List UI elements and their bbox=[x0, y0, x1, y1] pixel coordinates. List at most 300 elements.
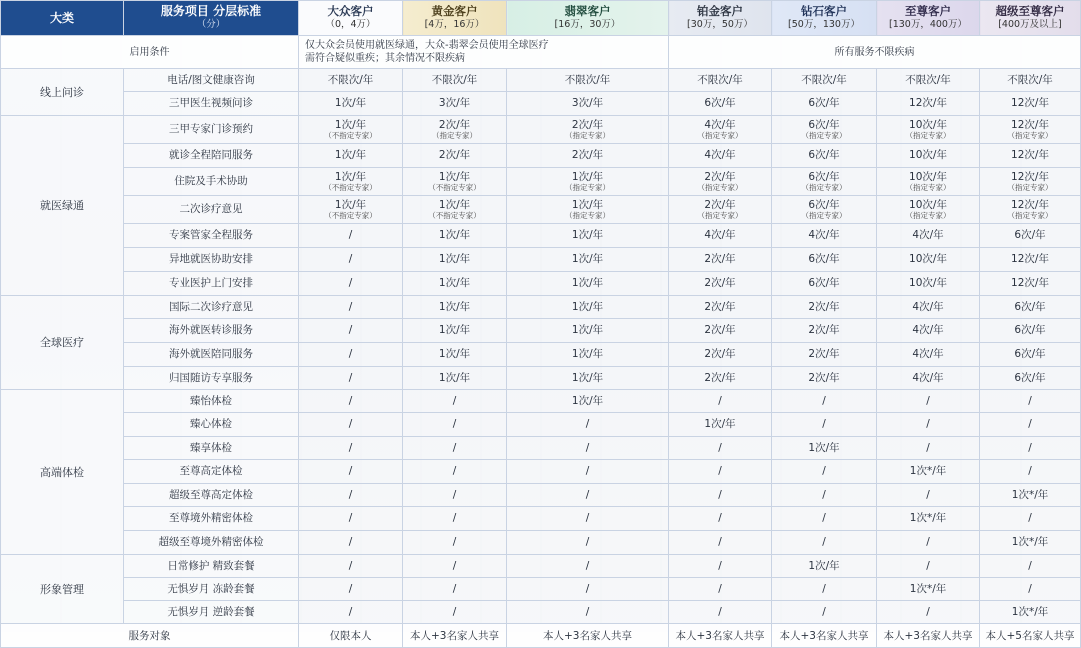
quota-value: 1次/年 bbox=[704, 418, 736, 430]
quota-value: 1次/年 bbox=[571, 253, 604, 265]
quota-cell bbox=[772, 144, 877, 168]
quota-value: 1次*/年 bbox=[1011, 488, 1049, 501]
service-name-cell: 至尊境外精密体检 bbox=[124, 507, 299, 531]
quota-value: 1次/年 bbox=[438, 229, 471, 241]
quota-value: / bbox=[822, 488, 826, 501]
quota-value: / bbox=[718, 465, 722, 477]
quota-value: 1次/年 bbox=[334, 170, 367, 183]
quota-value: 12次/年 bbox=[1011, 277, 1049, 289]
service-name-cell: 臻心体检 bbox=[124, 413, 299, 437]
service-name-cell: 住院及手术协助 bbox=[124, 168, 299, 196]
quota-cell bbox=[877, 601, 980, 624]
service-name-cell: 专业医护上门安排 bbox=[124, 272, 299, 296]
quota-cell bbox=[980, 168, 1081, 196]
quota-value: 12次/年 bbox=[1011, 149, 1049, 161]
quota-value: 1次*/年 bbox=[1011, 536, 1049, 548]
table-row bbox=[1, 507, 1081, 531]
quota-cell bbox=[507, 319, 669, 343]
quota-note: （指定专家） bbox=[565, 182, 610, 192]
quota-value: 1次/年 bbox=[438, 324, 471, 336]
quota-cell bbox=[772, 248, 877, 272]
quota-value: 2次/年 bbox=[704, 348, 736, 360]
table-row bbox=[1, 367, 1081, 390]
quota-cell bbox=[403, 413, 507, 437]
quota-value: 4次/年 bbox=[704, 118, 736, 131]
quota-cell bbox=[669, 413, 772, 437]
quota-cell bbox=[403, 555, 507, 578]
quota-cell bbox=[877, 343, 980, 367]
quota-cell bbox=[980, 343, 1081, 367]
quota-cell bbox=[507, 92, 669, 116]
quota-cell bbox=[403, 437, 507, 460]
quota-value: / bbox=[926, 488, 930, 501]
quota-cell bbox=[299, 248, 403, 272]
quota-cell bbox=[772, 92, 877, 116]
quota-cell bbox=[772, 224, 877, 248]
quota-cell bbox=[877, 484, 980, 507]
quota-value: / bbox=[822, 512, 826, 524]
quota-cell bbox=[507, 296, 669, 319]
category-cell: 就医绿通 bbox=[1, 116, 124, 296]
table-row bbox=[1, 555, 1081, 578]
quota-value: / bbox=[452, 465, 457, 477]
table-row bbox=[1, 390, 1081, 413]
quota-note: （指定专家） bbox=[1007, 210, 1053, 220]
quota-cell bbox=[980, 92, 1081, 116]
quota-value: 6次/年 bbox=[1014, 371, 1046, 384]
quota-value: 不限次/年 bbox=[327, 73, 374, 86]
quota-cell bbox=[980, 116, 1081, 144]
quota-cell bbox=[299, 507, 403, 531]
quota-note: （不指定专家） bbox=[428, 182, 481, 192]
quota-value: / bbox=[348, 277, 353, 289]
quota-value: 1次/年 bbox=[808, 559, 840, 572]
quota-cell bbox=[877, 367, 980, 390]
quota-value: / bbox=[348, 559, 353, 572]
quota-value: 1次/年 bbox=[438, 277, 471, 289]
quota-cell bbox=[507, 413, 669, 437]
quota-value: 4次/年 bbox=[912, 229, 944, 241]
quota-cell bbox=[877, 390, 980, 413]
quota-cell bbox=[669, 343, 772, 367]
quota-cell bbox=[980, 248, 1081, 272]
quota-value: 2次/年 bbox=[704, 198, 736, 211]
tier-header-platinum: 铂金客户 [30万，50万） bbox=[669, 1, 772, 36]
quota-cell bbox=[877, 248, 980, 272]
quota-cell bbox=[877, 555, 980, 578]
quota-value: / bbox=[718, 441, 722, 454]
quota-cell bbox=[669, 296, 772, 319]
tier-header-supreme: 至尊客户 [130万，400万） bbox=[877, 1, 980, 36]
quota-cell bbox=[877, 144, 980, 168]
quota-value: 4次/年 bbox=[808, 229, 840, 241]
quota-cell bbox=[669, 531, 772, 555]
quota-value: / bbox=[718, 536, 722, 548]
table-row bbox=[1, 69, 1081, 92]
service-target-row bbox=[1, 624, 1081, 648]
quota-value: 4次/年 bbox=[704, 149, 736, 161]
quota-value: 1次/年 bbox=[438, 348, 471, 360]
quota-cell bbox=[877, 296, 980, 319]
quota-value: 2次/年 bbox=[571, 118, 604, 131]
quota-cell bbox=[669, 578, 772, 601]
quota-cell bbox=[507, 116, 669, 144]
quota-value: 1次/年 bbox=[571, 229, 604, 241]
quota-value: 1次/年 bbox=[571, 348, 604, 360]
quota-value: / bbox=[1028, 512, 1032, 524]
quota-cell bbox=[980, 224, 1081, 248]
quota-value: 10次/年 bbox=[909, 253, 947, 265]
quota-cell bbox=[669, 196, 772, 224]
service-name-cell: 臻怡体检 bbox=[124, 390, 299, 413]
quota-cell bbox=[299, 168, 403, 196]
quota-value: 1次/年 bbox=[571, 300, 604, 313]
quota-cell bbox=[507, 69, 669, 92]
quota-note: （不指定专家） bbox=[428, 210, 481, 220]
quota-value: / bbox=[822, 465, 826, 477]
quota-cell bbox=[669, 168, 772, 196]
quota-value: / bbox=[926, 559, 930, 572]
service-target-cell: 仅限本人 bbox=[299, 624, 403, 648]
table-row bbox=[1, 224, 1081, 248]
quota-cell bbox=[669, 507, 772, 531]
quota-cell bbox=[403, 460, 507, 484]
quota-value: 6次/年 bbox=[808, 149, 840, 161]
table-row bbox=[1, 196, 1081, 224]
quota-value: 6次/年 bbox=[808, 118, 840, 131]
quota-cell bbox=[299, 343, 403, 367]
quota-value: 1次/年 bbox=[808, 441, 840, 454]
quota-cell bbox=[403, 484, 507, 507]
quota-cell bbox=[772, 413, 877, 437]
quota-value: 6次/年 bbox=[808, 170, 840, 183]
quota-cell bbox=[403, 196, 507, 224]
quota-cell bbox=[772, 319, 877, 343]
category-cell: 全球医疗 bbox=[1, 296, 124, 390]
quota-cell bbox=[980, 413, 1081, 437]
quota-note: （指定专家） bbox=[801, 210, 847, 220]
quota-cell bbox=[299, 319, 403, 343]
service-target-cell: 本人+3名家人共享 bbox=[669, 624, 772, 648]
service-target-cell: 本人+3名家人共享 bbox=[772, 624, 877, 648]
tier-header-diamond: 钻石客户 [50万，130万） bbox=[772, 1, 877, 36]
quota-cell bbox=[980, 367, 1081, 390]
quota-cell bbox=[403, 296, 507, 319]
quota-note: （指定专家） bbox=[801, 182, 847, 192]
quota-cell bbox=[507, 367, 669, 390]
quota-note: （指定专家） bbox=[1007, 130, 1053, 140]
service-name-cell: 无惧岁月 逆龄套餐 bbox=[124, 601, 299, 624]
quota-cell bbox=[299, 578, 403, 601]
quota-value: / bbox=[926, 441, 930, 454]
quota-cell bbox=[403, 367, 507, 390]
quota-value: / bbox=[348, 488, 353, 501]
quota-value: / bbox=[1028, 465, 1032, 477]
quota-value: / bbox=[452, 536, 457, 548]
quota-note: （指定专家） bbox=[565, 130, 610, 140]
quota-note: （指定专家） bbox=[801, 130, 847, 140]
quota-value: 1次*/年 bbox=[909, 512, 947, 524]
quota-note: （不指定专家） bbox=[324, 130, 377, 140]
quota-value: 10次/年 bbox=[909, 118, 947, 131]
quota-cell bbox=[403, 319, 507, 343]
quota-value: / bbox=[926, 605, 930, 618]
quota-value: 1次/年 bbox=[334, 97, 367, 109]
quota-cell bbox=[403, 248, 507, 272]
quota-value: 6次/年 bbox=[808, 198, 840, 211]
table-row bbox=[1, 460, 1081, 484]
quota-cell bbox=[772, 460, 877, 484]
quota-value: / bbox=[585, 536, 590, 548]
header-service: 服务项目 分层标准 （分） bbox=[124, 1, 299, 36]
quota-cell bbox=[669, 460, 772, 484]
tier-header-jade: 翡翠客户 [16万，30万） bbox=[507, 1, 669, 36]
quota-value: / bbox=[348, 371, 353, 384]
quota-value: / bbox=[1028, 394, 1032, 407]
quota-value: 1次/年 bbox=[571, 324, 604, 336]
quota-value: / bbox=[348, 229, 353, 241]
quota-value: / bbox=[452, 488, 457, 501]
quota-value: 不限次/年 bbox=[697, 73, 743, 86]
service-target-cell: 本人+5名家人共享 bbox=[980, 624, 1081, 648]
quota-note: （指定专家） bbox=[905, 210, 951, 220]
quota-cell bbox=[299, 437, 403, 460]
quota-cell bbox=[403, 92, 507, 116]
service-name-cell: 专案管家全程服务 bbox=[124, 224, 299, 248]
quota-value: / bbox=[718, 512, 722, 524]
quota-cell bbox=[299, 367, 403, 390]
quota-value: 4次/年 bbox=[912, 324, 944, 336]
quota-value: 1次/年 bbox=[438, 371, 471, 384]
quota-value: / bbox=[822, 418, 826, 430]
quota-value: / bbox=[585, 512, 590, 524]
category-cell: 高端体检 bbox=[1, 390, 124, 555]
quota-cell bbox=[299, 460, 403, 484]
quota-value: 2次/年 bbox=[704, 324, 736, 336]
quota-value: / bbox=[585, 559, 590, 572]
tier-header-gold: 黄金客户 [4万，16万） bbox=[403, 1, 507, 36]
quota-value: 4次/年 bbox=[912, 371, 944, 384]
quota-value: 6次/年 bbox=[1014, 300, 1046, 313]
quota-value: / bbox=[585, 605, 590, 618]
quota-cell bbox=[980, 531, 1081, 555]
quota-value: 1次/年 bbox=[438, 253, 471, 265]
quota-value: / bbox=[452, 605, 457, 618]
quota-value: 2次/年 bbox=[808, 324, 840, 336]
quota-cell bbox=[772, 531, 877, 555]
quota-cell bbox=[507, 390, 669, 413]
quota-value: / bbox=[926, 536, 930, 548]
quota-cell bbox=[669, 224, 772, 248]
quota-cell bbox=[877, 437, 980, 460]
quota-value: / bbox=[348, 536, 353, 548]
quota-cell bbox=[772, 484, 877, 507]
quota-cell bbox=[507, 272, 669, 296]
quota-value: 6次/年 bbox=[808, 253, 840, 265]
quota-cell bbox=[772, 601, 877, 624]
quota-cell bbox=[877, 531, 980, 555]
quota-cell bbox=[877, 578, 980, 601]
quota-cell bbox=[299, 196, 403, 224]
quota-cell bbox=[299, 484, 403, 507]
table-row bbox=[1, 343, 1081, 367]
quota-cell bbox=[669, 319, 772, 343]
quota-value: / bbox=[585, 465, 590, 477]
service-name-cell: 归国随访专享服务 bbox=[124, 367, 299, 390]
quota-value: / bbox=[348, 512, 353, 524]
quota-cell bbox=[980, 460, 1081, 484]
quota-cell bbox=[877, 92, 980, 116]
quota-value: 6次/年 bbox=[1014, 348, 1046, 360]
quota-cell bbox=[980, 390, 1081, 413]
quota-value: 3次/年 bbox=[571, 97, 604, 109]
quota-cell bbox=[980, 144, 1081, 168]
conditions-left-text: 仅大众会员使用就医绿通，大众-翡翠会员使用全球医疗 需符合疑似重疾；其余情况不限疾病 bbox=[299, 36, 669, 69]
quota-value: / bbox=[718, 582, 722, 595]
service-name-cell: 就诊全程陪同服务 bbox=[124, 144, 299, 168]
quota-value: / bbox=[822, 605, 826, 618]
quota-cell bbox=[507, 144, 669, 168]
service-target-cell: 本人+3名家人共享 bbox=[403, 624, 507, 648]
quota-cell bbox=[877, 507, 980, 531]
quota-cell bbox=[772, 555, 877, 578]
service-name-cell: 超级至尊高定体检 bbox=[124, 484, 299, 507]
quota-cell bbox=[299, 601, 403, 624]
service-name-cell: 国际二次诊疗意见 bbox=[124, 296, 299, 319]
quota-cell bbox=[669, 484, 772, 507]
quota-value: 10次/年 bbox=[909, 149, 947, 161]
quota-value: 12次/年 bbox=[1011, 198, 1049, 211]
quota-value: 10次/年 bbox=[909, 277, 947, 289]
quota-value: / bbox=[926, 418, 930, 430]
quota-value: 1次/年 bbox=[438, 300, 471, 313]
quota-value: / bbox=[348, 394, 353, 407]
quota-cell bbox=[507, 507, 669, 531]
quota-value: 1次/年 bbox=[438, 198, 471, 211]
table-row bbox=[1, 92, 1081, 116]
service-name-cell: 日常修护 精致套餐 bbox=[124, 555, 299, 578]
quota-note: （指定专家） bbox=[1007, 182, 1053, 192]
quota-value: 12次/年 bbox=[1011, 170, 1049, 183]
quota-cell bbox=[877, 168, 980, 196]
quota-value: / bbox=[585, 418, 590, 430]
quota-value: / bbox=[822, 394, 826, 407]
quota-value: / bbox=[452, 418, 457, 430]
quota-cell bbox=[507, 248, 669, 272]
quota-cell bbox=[980, 272, 1081, 296]
quota-cell bbox=[877, 272, 980, 296]
quota-cell bbox=[669, 272, 772, 296]
quota-note: （不指定专家） bbox=[324, 210, 377, 220]
quota-cell bbox=[669, 601, 772, 624]
quota-cell bbox=[772, 390, 877, 413]
quota-cell bbox=[507, 343, 669, 367]
quota-value: 1次/年 bbox=[571, 198, 604, 211]
quota-value: 1次*/年 bbox=[909, 582, 947, 595]
quota-cell bbox=[772, 272, 877, 296]
quota-cell bbox=[772, 196, 877, 224]
quota-cell bbox=[403, 507, 507, 531]
table-row bbox=[1, 578, 1081, 601]
quota-cell bbox=[877, 319, 980, 343]
quota-note: （不指定专家） bbox=[324, 182, 377, 192]
quota-cell bbox=[980, 507, 1081, 531]
service-target-label: 服务对象 bbox=[1, 624, 299, 648]
quota-cell bbox=[772, 437, 877, 460]
quota-value: 不限次/年 bbox=[1007, 73, 1053, 86]
quota-value: 12次/年 bbox=[1011, 97, 1049, 109]
quota-note: （指定专家） bbox=[697, 210, 743, 220]
quota-note: （指定专家） bbox=[697, 182, 743, 192]
quota-cell bbox=[772, 296, 877, 319]
quota-value: 10次/年 bbox=[909, 198, 947, 211]
quota-cell bbox=[403, 144, 507, 168]
quota-value: / bbox=[1028, 418, 1032, 430]
table-row bbox=[1, 319, 1081, 343]
quota-cell bbox=[877, 116, 980, 144]
quota-cell bbox=[980, 296, 1081, 319]
quota-cell bbox=[403, 343, 507, 367]
quota-cell bbox=[507, 460, 669, 484]
table-row bbox=[1, 296, 1081, 319]
quota-value: / bbox=[452, 582, 457, 595]
quota-cell bbox=[299, 413, 403, 437]
quota-value: / bbox=[452, 512, 457, 524]
quota-value: / bbox=[822, 582, 826, 595]
quota-value: 6次/年 bbox=[808, 277, 840, 289]
quota-cell bbox=[507, 437, 669, 460]
conditions-row bbox=[1, 36, 1081, 69]
quota-cell bbox=[772, 116, 877, 144]
quota-cell bbox=[980, 437, 1081, 460]
quota-value: / bbox=[585, 441, 590, 454]
quota-value: / bbox=[718, 559, 722, 572]
quota-cell bbox=[403, 69, 507, 92]
quota-value: / bbox=[718, 394, 722, 407]
quota-cell bbox=[772, 578, 877, 601]
quota-value: 6次/年 bbox=[704, 97, 736, 109]
quota-cell bbox=[507, 578, 669, 601]
quota-cell bbox=[877, 413, 980, 437]
quota-cell bbox=[403, 272, 507, 296]
quota-cell bbox=[299, 555, 403, 578]
service-name-cell: 无惧岁月 冻龄套餐 bbox=[124, 578, 299, 601]
service-name-cell: 二次诊疗意见 bbox=[124, 196, 299, 224]
quota-cell bbox=[403, 601, 507, 624]
quota-value: 2次/年 bbox=[808, 348, 840, 360]
service-target-cell: 本人+3名家人共享 bbox=[877, 624, 980, 648]
quota-cell bbox=[877, 196, 980, 224]
quota-cell bbox=[877, 69, 980, 92]
table-row bbox=[1, 531, 1081, 555]
quota-value: 不限次/年 bbox=[564, 73, 611, 86]
quota-cell bbox=[980, 555, 1081, 578]
quota-value: / bbox=[452, 441, 457, 454]
quota-value: 不限次/年 bbox=[905, 73, 951, 86]
quota-value: / bbox=[348, 465, 353, 477]
quota-cell bbox=[299, 224, 403, 248]
tier-header-mass: 大众客户 （0，4万） bbox=[299, 1, 403, 36]
quota-cell bbox=[403, 390, 507, 413]
quota-cell bbox=[403, 578, 507, 601]
quota-cell bbox=[299, 144, 403, 168]
quota-cell bbox=[299, 69, 403, 92]
tier-header-super-supreme: 超级至尊客户 [400万及以上] bbox=[980, 1, 1081, 36]
quota-value: / bbox=[348, 582, 353, 595]
quota-cell bbox=[772, 69, 877, 92]
quota-value: / bbox=[1028, 582, 1032, 595]
quota-note: （指定专家） bbox=[905, 130, 951, 140]
